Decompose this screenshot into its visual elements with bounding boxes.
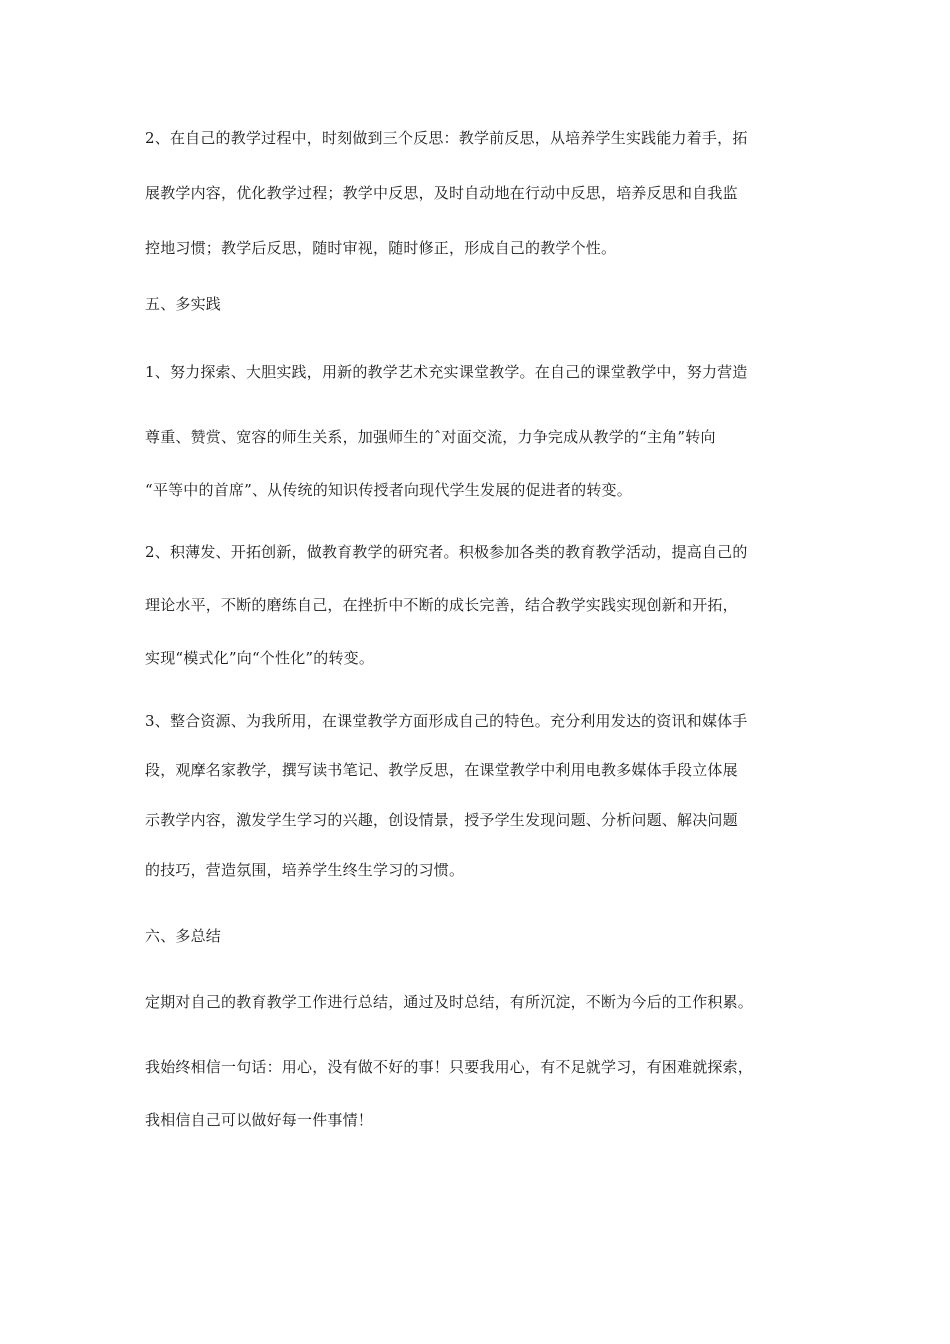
paragraph-line: 段，观摩名家教学，撰写读书笔记、教学反思，在课堂教学中利用电教多媒体手段立体展 (145, 761, 738, 779)
paragraph-line: 定期对自己的教育教学工作进行总结，通过及时总结，有所沉淀，不断为今后的工作积累。 (145, 993, 754, 1011)
paragraph-line: 我相信自己可以做好每一件事情！ (145, 1111, 374, 1129)
paragraph-line: 的技巧，营造氛围，培养学生终生学习的习惯。 (145, 861, 465, 879)
paragraph-line: 2、在自己的教学过程中，时刻做到三个反思：教学前反思，从培养学生实践能力着手，拓 (145, 129, 748, 147)
paragraph-line: 示教学内容，激发学生学习的兴趣，创设情景，授予学生发现问题、分析问题、解决问题 (145, 811, 738, 829)
paragraph-line: 尊重、赞赏、宽容的师生关系，加强师生的ˆ对面交流，力争完成从教学的“主角”转向 (145, 428, 716, 446)
paragraph-line: “平等中的首席”、从传统的知识传授者向现代学生发展的促进者的转变。 (145, 481, 632, 499)
paragraph-line: 实现“模式化”向“个性化”的转变。 (145, 649, 375, 667)
paragraph-line: 展教学内容，优化教学过程；教学中反思，及时自动地在行动中反思，培养反思和自我监 (145, 184, 738, 202)
section-heading: 五、多实践 (145, 295, 222, 313)
paragraph-line: 3、整合资源、为我所用，在课堂教学方面形成自己的特色。充分利用发达的资讯和媒体手 (145, 712, 748, 730)
paragraph-line: 理论水平，不断的磨练自己，在挫折中不断的成长完善，结合教学实践实现创新和开拓， (145, 596, 738, 614)
paragraph-line: 1、努力探索、大胆实践，用新的教学艺术充实课堂教学。在自己的课堂教学中，努力营造 (145, 363, 748, 381)
section-heading: 六、多总结 (145, 927, 222, 945)
paragraph-line: 2、积薄发、开拓创新，做教育教学的研究者。积极参加各类的教育教学活动，提高自己的 (145, 543, 748, 561)
paragraph-line: 控地习惯；教学后反思，随时审视，随时修正，形成自己的教学个性。 (145, 239, 617, 257)
paragraph-line: 我始终相信一句话：用心，没有做不好的事！只要我用心，有不足就学习，有困难就探索， (145, 1058, 754, 1076)
